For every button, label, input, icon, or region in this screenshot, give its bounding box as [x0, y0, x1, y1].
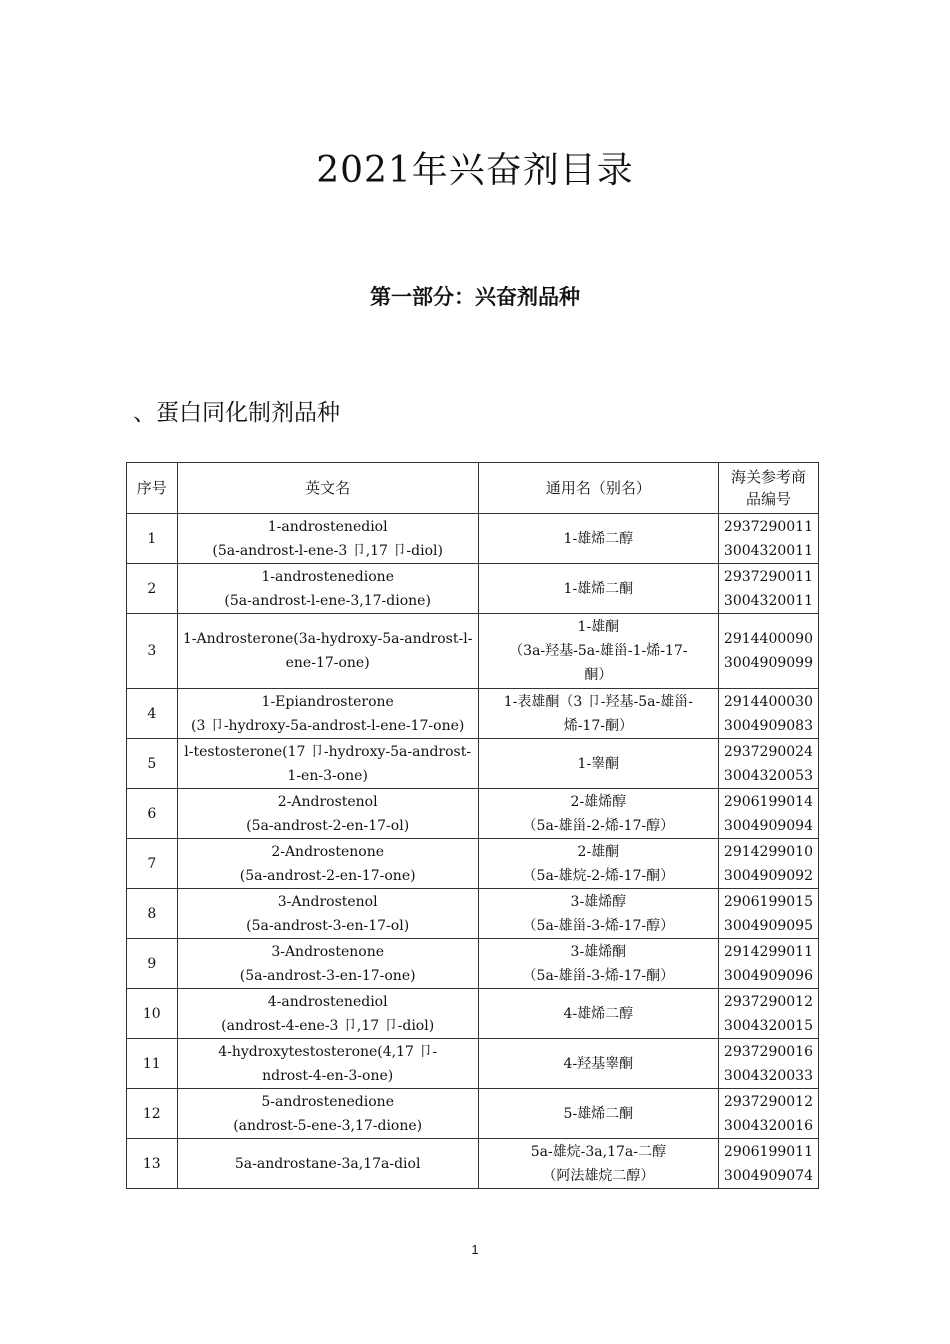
- english-name-line: 5a-androstane-3a,17a-diol: [234, 1155, 421, 1172]
- common-name-cell: [478, 839, 718, 889]
- common-name-line: 2-雄酮: [577, 843, 620, 860]
- page-number: 1: [471, 1242, 479, 1257]
- customs-code-line: 2914299011: [723, 943, 813, 960]
- common-name-line: （阿法雄烷二醇）: [542, 1167, 655, 1184]
- header-english-name: 英文名: [177, 463, 478, 514]
- customs-code-line: 2906199015: [723, 893, 813, 910]
- customs-code-line: 2937290011: [723, 518, 813, 535]
- customs-code-line: 2937290011: [723, 568, 813, 585]
- common-name-line: 3-雄烯醇: [570, 893, 627, 910]
- customs-code-line: 2937290012: [723, 1093, 813, 1110]
- customs-code-line: 2937290016: [723, 1043, 813, 1060]
- customs-code-line: 3004909094: [723, 817, 813, 834]
- english-name-line: (androst-4-ene-3 卩,17 卩-diol): [221, 1017, 435, 1034]
- serial-number-cell: 4: [127, 689, 178, 739]
- common-name-line: 5-雄烯二酮: [563, 1105, 634, 1122]
- customs-code-line: 3004320011: [723, 542, 813, 559]
- customs-code-cell: [718, 1089, 818, 1139]
- customs-code-line: 2937290012: [723, 993, 813, 1010]
- common-name-cell: [478, 1039, 718, 1089]
- english-name-cell: [177, 1089, 478, 1139]
- customs-code-line: 2937290024: [723, 743, 813, 760]
- english-name-line: (5a-androst-2-en-17-ol): [246, 817, 410, 834]
- english-name-line: 3-Androstenone: [271, 943, 385, 960]
- common-name-line: 4-雄烯二醇: [563, 1005, 634, 1022]
- part-heading: 第一部分：兴奋剂品种: [370, 285, 580, 309]
- table-row: [127, 1139, 819, 1189]
- english-name-cell: [177, 839, 478, 889]
- english-name-cell: [177, 689, 478, 739]
- english-name-line: 1-Epiandrosterone: [261, 693, 394, 710]
- serial-number-cell: 6: [127, 789, 178, 839]
- customs-code-line: 3004909092: [723, 867, 813, 884]
- table-row: [127, 739, 819, 789]
- customs-code-line: 2914299010: [723, 843, 813, 860]
- customs-code-line: 3004909083: [723, 717, 813, 734]
- common-name-line: 1-表雄酮（3 卩-羟基-5a-雄甾-: [503, 693, 693, 710]
- english-name-line: (5a-androst-3-en-17-one): [239, 967, 416, 984]
- english-name-line: 1-androstenedione: [261, 568, 394, 585]
- common-name-cell: [478, 889, 718, 939]
- customs-code-line: 3004320015: [723, 1017, 813, 1034]
- customs-code-cell: [718, 739, 818, 789]
- customs-code-line: 2914400030: [723, 693, 813, 710]
- header-serial-number: 序号: [127, 463, 178, 514]
- english-name-line: ndrost-4-en-3-one): [262, 1067, 394, 1084]
- customs-code-cell: [718, 939, 818, 989]
- table-row: [127, 939, 819, 989]
- serial-number-cell: 7: [127, 839, 178, 889]
- header-customs-code-line-1: 海关参考商: [730, 468, 806, 486]
- header-common-name: 通用名（别名）: [478, 463, 718, 514]
- customs-code-cell: [718, 564, 818, 614]
- common-name-cell: [478, 614, 718, 689]
- english-name-cell: [177, 514, 478, 564]
- english-name-line: 1-Androsterone(3a-hydroxy-5a-androst-l-: [182, 631, 473, 647]
- serial-number-cell: 2: [127, 564, 178, 614]
- table-body: [127, 514, 819, 1189]
- header-customs-code: [718, 463, 818, 514]
- serial-number-cell: 3: [127, 614, 178, 689]
- table-header-row: [127, 463, 819, 514]
- english-name-cell: [177, 1039, 478, 1089]
- serial-number-cell: 12: [127, 1089, 178, 1139]
- table-row: [127, 1089, 819, 1139]
- customs-code-line: 3004909096: [723, 967, 813, 984]
- common-name-line: 1-雄烯二醇: [563, 530, 634, 547]
- english-name-line: 4-androstenediol: [267, 993, 388, 1010]
- english-name-cell: [177, 739, 478, 789]
- english-name-line: 1-en-3-one): [287, 767, 368, 784]
- common-name-cell: [478, 1089, 718, 1139]
- english-name-cell: [177, 564, 478, 614]
- serial-number-cell: 5: [127, 739, 178, 789]
- english-name-cell: [177, 614, 478, 689]
- common-name-cell: [478, 564, 718, 614]
- table-row: [127, 689, 819, 739]
- table-row: [127, 514, 819, 564]
- english-name-line: (5a-androst-l-ene-3,17-dione): [224, 592, 431, 609]
- header-customs-code-line-2: 品编号: [745, 490, 791, 508]
- customs-code-cell: [718, 789, 818, 839]
- english-name-line: 1-androstenediol: [267, 518, 388, 535]
- english-name-cell: [177, 889, 478, 939]
- common-name-cell: [478, 514, 718, 564]
- customs-code-line: 2906199011: [723, 1143, 813, 1160]
- common-name-line: 酮）: [584, 667, 613, 683]
- english-name-cell: [177, 789, 478, 839]
- english-name-line: (3 卩-hydroxy-5a-androst-l-ene-17-one): [191, 717, 465, 734]
- english-name-cell: [177, 939, 478, 989]
- serial-number-cell: 10: [127, 989, 178, 1039]
- serial-number-cell: 1: [127, 514, 178, 564]
- table-row: [127, 989, 819, 1039]
- customs-code-cell: [718, 689, 818, 739]
- common-name-cell: [478, 989, 718, 1039]
- customs-code-cell: [718, 1139, 818, 1189]
- common-name-line: 3-雄烯酮: [570, 943, 627, 960]
- common-name-line: （3a-羟基-5a-雄甾-1-烯-17-: [509, 643, 688, 659]
- english-name-line: 5-androstenedione: [261, 1093, 394, 1110]
- common-name-line: （5a-雄甾-2-烯-17-醇）: [522, 817, 675, 834]
- common-name-cell: [478, 789, 718, 839]
- english-name-line: 3-Androstenol: [277, 893, 378, 910]
- english-name-line: (5a-androst-3-en-17-ol): [246, 917, 410, 934]
- doping-substance-table: [126, 462, 819, 1189]
- common-name-line: 4-羟基睾酮: [563, 1055, 634, 1072]
- common-name-line: 5a-雄烷-3a,17a-二醇: [530, 1143, 666, 1160]
- common-name-line: （5a-雄甾-3-烯-17-醇）: [522, 917, 675, 934]
- english-name-line: ene-17-one): [285, 655, 370, 671]
- serial-number-cell: 9: [127, 939, 178, 989]
- serial-number-cell: 8: [127, 889, 178, 939]
- common-name-line: 1-雄烯二酮: [563, 580, 634, 597]
- table-row: [127, 839, 819, 889]
- serial-number-cell: 13: [127, 1139, 178, 1189]
- customs-code-cell: [718, 839, 818, 889]
- common-name-line: （5a-雄甾-3-烯-17-酮）: [522, 967, 675, 984]
- english-name-line: l-testosterone(17 卩-hydroxy-5a-androst-: [184, 743, 472, 760]
- customs-code-line: 3004320016: [723, 1117, 813, 1134]
- table-row: [127, 614, 819, 689]
- customs-code-line: 3004320011: [723, 592, 813, 609]
- common-name-cell: [478, 1139, 718, 1189]
- common-name-line: 1-雄酮: [577, 619, 620, 635]
- table-row: [127, 889, 819, 939]
- english-name-line: (androst-5-ene-3,17-dione): [233, 1117, 423, 1134]
- english-name-cell: [177, 1139, 478, 1189]
- table-row: [127, 564, 819, 614]
- common-name-line: 烯-17-酮）: [563, 717, 633, 734]
- customs-code-cell: [718, 889, 818, 939]
- customs-code-line: 2906199014: [723, 793, 813, 810]
- common-name-cell: [478, 689, 718, 739]
- english-name-line: 2-Androstenol: [277, 793, 378, 810]
- customs-code-line: 3004909095: [723, 917, 813, 934]
- english-name-line: 2-Androstenone: [271, 843, 385, 860]
- common-name-cell: [478, 739, 718, 789]
- customs-code-cell: [718, 614, 818, 689]
- english-name-line: (5a-androst-2-en-17-one): [239, 867, 416, 884]
- customs-code-line: 3004320033: [723, 1067, 813, 1084]
- customs-code-cell: [718, 989, 818, 1039]
- english-name-line: 4-hydroxytestosterone(4,17 卩-: [218, 1043, 438, 1060]
- table-row: [127, 1039, 819, 1089]
- serial-number-cell: 11: [127, 1039, 178, 1089]
- customs-code-line: 3004909074: [723, 1167, 813, 1184]
- customs-code-line: 3004320053: [723, 767, 813, 784]
- common-name-line: （5a-雄烷-2-烯-17-酮）: [522, 867, 675, 884]
- english-name-line: (5a-androst-l-ene-3 卩,17 卩-diol): [212, 542, 443, 559]
- common-name-cell: [478, 939, 718, 989]
- common-name-line: 1-睾酮: [577, 755, 620, 772]
- section-heading: 、蛋白同化制剂品种: [133, 400, 340, 426]
- customs-code-line: 3004909099: [723, 655, 813, 671]
- common-name-line: 2-雄烯醇: [570, 793, 627, 810]
- document-title: 2021年兴奋剂目录: [316, 150, 634, 191]
- english-name-cell: [177, 989, 478, 1039]
- customs-code-cell: [718, 1039, 818, 1089]
- customs-code-cell: [718, 514, 818, 564]
- customs-code-line: 2914400090: [723, 631, 813, 647]
- table-row: [127, 789, 819, 839]
